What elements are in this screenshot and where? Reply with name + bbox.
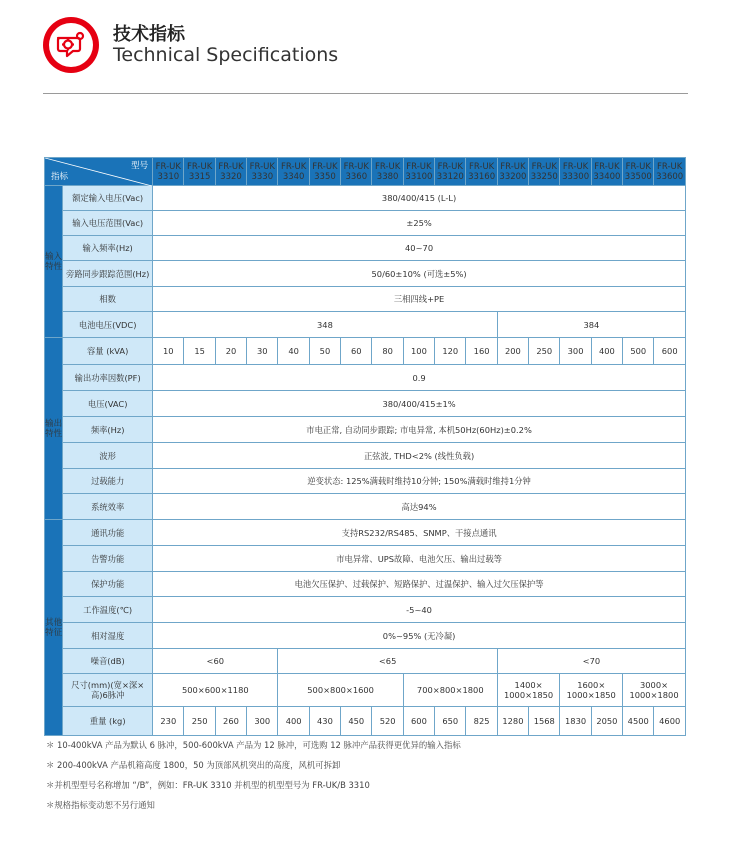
group-output: 输出特性 bbox=[45, 338, 63, 520]
cell: <70 bbox=[497, 649, 685, 674]
row-value: 0%~95% (无冷凝) bbox=[153, 623, 686, 649]
row-label: 频率(Hz) bbox=[63, 417, 153, 443]
cell: 250 bbox=[184, 707, 215, 736]
footnote: ＊规格指标变动恕不另行通知 bbox=[46, 800, 155, 810]
table-row bbox=[45, 674, 686, 707]
row-label: 相数 bbox=[63, 287, 153, 312]
row-label: 额定输入电压(Vac) bbox=[63, 186, 153, 211]
row-label: 波形 bbox=[63, 443, 153, 469]
brand-logo bbox=[43, 17, 99, 73]
cell: 260 bbox=[215, 707, 246, 736]
cell: 30 bbox=[247, 338, 278, 365]
page-title-cn: 技术指标 bbox=[113, 24, 185, 45]
table-row bbox=[45, 469, 686, 494]
cell: 4600 bbox=[654, 707, 686, 736]
row-label: 电池电压(VDC) bbox=[63, 312, 153, 338]
row-value: 市电正常, 自动同步跟踪; 市电异常, 本机50Hz(60Hz)±0.2% bbox=[153, 417, 686, 443]
table-row bbox=[45, 649, 686, 674]
model-header: FR-UK 33120 bbox=[435, 158, 466, 186]
header-divider bbox=[43, 93, 688, 94]
row-label: 电压(VAC) bbox=[63, 391, 153, 417]
cell: 500 bbox=[623, 338, 654, 365]
model-header: FR-UK 33300 bbox=[560, 158, 591, 186]
model-header: FR-UK 33100 bbox=[403, 158, 434, 186]
table-row bbox=[45, 494, 686, 520]
cell: 600 bbox=[654, 338, 686, 365]
row-value: 0.9 bbox=[153, 365, 686, 391]
cell: 100 bbox=[403, 338, 434, 365]
row-value: 电池欠压保护、过载保护、短路保护、过温保护、输入过欠压保护等 bbox=[153, 572, 686, 597]
cell: 500×600×1180 bbox=[153, 674, 278, 707]
row-label: 旁路同步跟踪范围(Hz) bbox=[63, 261, 153, 287]
cell: 650 bbox=[435, 707, 466, 736]
row-value: 正弦波, THD<2% (线性负载) bbox=[153, 443, 686, 469]
table-header-row bbox=[45, 158, 686, 186]
cell: 230 bbox=[153, 707, 184, 736]
model-header: FR-UK 3315 bbox=[184, 158, 215, 186]
table-row bbox=[45, 597, 686, 623]
row-label: 过载能力 bbox=[63, 469, 153, 494]
row-value: 380/400/415±1% bbox=[153, 391, 686, 417]
footnotes bbox=[46, 739, 461, 819]
cell: 1280 bbox=[497, 707, 528, 736]
cell: 1600× 1000×1850 bbox=[560, 674, 623, 707]
cell: 400 bbox=[591, 338, 622, 365]
row-label: 通讯功能 bbox=[63, 520, 153, 546]
row-label: 噪音(dB) bbox=[63, 649, 153, 674]
table-row bbox=[45, 338, 686, 365]
table-row bbox=[45, 261, 686, 287]
cell: <60 bbox=[153, 649, 278, 674]
model-header: FR-UK 33500 bbox=[623, 158, 654, 186]
row-value: 40~70 bbox=[153, 236, 686, 261]
cell: 3000× 1000×1800 bbox=[623, 674, 686, 707]
row-value: 市电异常、UPS故障、电池欠压、输出过载等 bbox=[153, 546, 686, 572]
row-value: ±25% bbox=[153, 211, 686, 236]
model-header: FR-UK 3340 bbox=[278, 158, 309, 186]
cell: 50 bbox=[309, 338, 340, 365]
cell: 1568 bbox=[529, 707, 560, 736]
group-input: 输入特性 bbox=[45, 186, 63, 338]
cell: 40 bbox=[278, 338, 309, 365]
cell: 400 bbox=[278, 707, 309, 736]
model-header: FR-UK 3330 bbox=[247, 158, 278, 186]
cell: 60 bbox=[341, 338, 372, 365]
row-value: -5~40 bbox=[153, 597, 686, 623]
table-row bbox=[45, 236, 686, 261]
model-header: FR-UK 3360 bbox=[341, 158, 372, 186]
footnote: ＊ 200-400kVA 产品机箱高度 1800，50 为顶部风机突出的高度，风机可拆卸 bbox=[46, 760, 341, 770]
row-label: 工作温度(℃) bbox=[63, 597, 153, 623]
model-header: FR-UK 3320 bbox=[215, 158, 246, 186]
model-header: FR-UK 33160 bbox=[466, 158, 497, 186]
cell: 250 bbox=[529, 338, 560, 365]
row-value: 逆变状态: 125%满载时维持10分钟; 150%满载时维持1分钟 bbox=[153, 469, 686, 494]
cell: 1830 bbox=[560, 707, 591, 736]
row-value: 348 bbox=[153, 312, 498, 338]
table-row bbox=[45, 186, 686, 211]
row-value: 高达94% bbox=[153, 494, 686, 520]
row-label: 保护功能 bbox=[63, 572, 153, 597]
table-row bbox=[45, 365, 686, 391]
model-header: FR-UK 33250 bbox=[529, 158, 560, 186]
model-header: FR-UK 33400 bbox=[591, 158, 622, 186]
cell: 160 bbox=[466, 338, 497, 365]
table-row bbox=[45, 546, 686, 572]
table-row bbox=[45, 572, 686, 597]
table-row bbox=[45, 707, 686, 736]
table-row bbox=[45, 417, 686, 443]
gear-settings-icon bbox=[55, 30, 87, 60]
row-label: 尺寸(mm)(宽×深×高)6脉冲 bbox=[63, 674, 153, 707]
model-header: FR-UK 33200 bbox=[497, 158, 528, 186]
model-header: FR-UK 3310 bbox=[153, 158, 184, 186]
cell: 520 bbox=[372, 707, 403, 736]
row-label: 重量 (kg) bbox=[63, 707, 153, 736]
table-row bbox=[45, 287, 686, 312]
cell: 300 bbox=[247, 707, 278, 736]
cell: 2050 bbox=[591, 707, 622, 736]
row-label: 相对湿度 bbox=[63, 623, 153, 649]
spec-table bbox=[44, 157, 686, 736]
row-value: 支持RS232/RS485、SNMP、干接点通讯 bbox=[153, 520, 686, 546]
cell: 600 bbox=[403, 707, 434, 736]
table-row bbox=[45, 443, 686, 469]
footnote: ＊并机型型号名称增加 “/B”，例如：FR-UK 3310 并机型的机型型号为 FR-UK/B 3310 bbox=[46, 780, 370, 790]
table-row bbox=[45, 211, 686, 236]
page-title-en: Technical Specifications bbox=[113, 44, 339, 66]
row-label: 输入频率(Hz) bbox=[63, 236, 153, 261]
cell: 15 bbox=[184, 338, 215, 365]
header-corner bbox=[45, 158, 153, 186]
row-label: 告警功能 bbox=[63, 546, 153, 572]
model-header: FR-UK 3380 bbox=[372, 158, 403, 186]
cell: 430 bbox=[309, 707, 340, 736]
cell: 4500 bbox=[623, 707, 654, 736]
cell: 700×800×1800 bbox=[403, 674, 497, 707]
row-label: 输出功率因数(PF) bbox=[63, 365, 153, 391]
cell: <65 bbox=[278, 649, 497, 674]
row-label: 系统效率 bbox=[63, 494, 153, 520]
table-row bbox=[45, 623, 686, 649]
cell: 10 bbox=[153, 338, 184, 365]
model-header: FR-UK 3350 bbox=[309, 158, 340, 186]
row-value: 384 bbox=[497, 312, 685, 338]
group-other: 其他特征 bbox=[45, 520, 63, 736]
cell: 450 bbox=[341, 707, 372, 736]
cell: 825 bbox=[466, 707, 497, 736]
cell: 200 bbox=[497, 338, 528, 365]
row-value: 50/60±10% (可选±5%) bbox=[153, 261, 686, 287]
cell: 1400× 1000×1850 bbox=[497, 674, 560, 707]
cell: 500×800×1600 bbox=[278, 674, 403, 707]
cell: 300 bbox=[560, 338, 591, 365]
footnote: ＊ 10-400kVA 产品为默认 6 脉冲，500-600kVA 产品为 12 脉冲，可选购 12 脉冲产品获得更优异的输入指标 bbox=[46, 740, 461, 750]
corner-model-label: 型号 bbox=[131, 161, 149, 171]
row-label: 输入电压范围(Vac) bbox=[63, 211, 153, 236]
row-value: 380/400/415 (L-L) bbox=[153, 186, 686, 211]
table-row bbox=[45, 520, 686, 546]
table-row bbox=[45, 312, 686, 338]
corner-spec-label: 指标 bbox=[51, 172, 69, 182]
cell: 20 bbox=[215, 338, 246, 365]
cell: 80 bbox=[372, 338, 403, 365]
row-label: 容量 (kVA) bbox=[63, 338, 153, 365]
row-value: 三相四线+PE bbox=[153, 287, 686, 312]
cell: 120 bbox=[435, 338, 466, 365]
model-header: FR-UK 33600 bbox=[654, 158, 686, 186]
table-row bbox=[45, 391, 686, 417]
